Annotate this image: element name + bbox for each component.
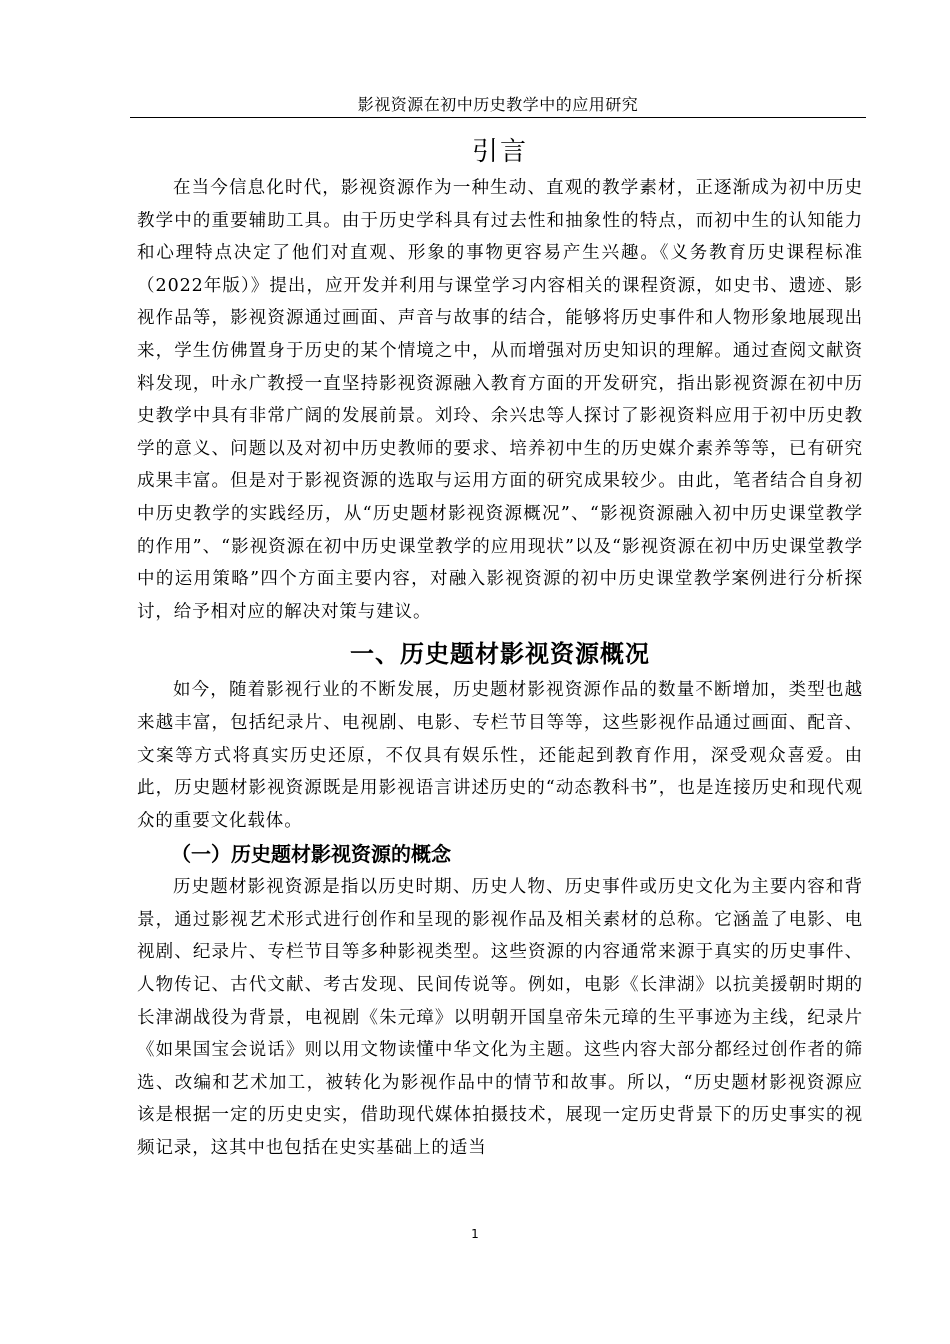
page-body: [137, 132, 863, 1165]
intro-title: 引言: [471, 137, 528, 167]
intro-paragraph: 在当今信息化时代，影视资源作为一种生动、直观的教学素材，正逐渐成为初中历史教学中的重要辅助工具。由于历史学科具有过去性和抽象性的特点，而初中生的认知能力和心理特点决定了他们对直观、形象的事物更容易产生兴趣。《义务教育历史课程标准（2022年版）》提出，应开发并利用与课堂学习内容相关的课程资源，如史书、遗迹、影视作品等，影视资源通过画面、声音与故事的结合，能够将历史事件和人物形象地展现出来，学生仿佛置身于历史的某个情境之中，从而增强对历史知识的理解。通过查阅文献资料发现，叶永广教授一直坚持影视资源融入教育方面的开发研究，指出影视资源在初中历史教学中具有非常广阔的发展前景。刘玲、余兴忠等人探讨了影视资料应用于初中历史教学的意义、问题以及对初中历史教师的要求、培养初中生的历史媒介素养等等，已有研究成果丰富。但是对于影视资源的选取与运用方面的研究成果较少。由此，笔者结合自身初中历史教学的实践经历，从“历史题材影视资源概况”、“影视资源融入初中历史课堂教学的作用”、“影视资源在初中历史课堂教学的应用现状”以及“影视资源在初中历史课堂教学中的运用策略”四个方面主要内容，对融入影视资源的初中历史课堂教学案例进行分析探讨，给予相对应的解决对策与建议。: [137, 178, 863, 622]
section-1-heading: 一、历史题材影视资源概况: [350, 640, 650, 669]
subsection-1-paragraph: 历史题材影视资源是指以历史时期、历史人物、历史事件或历史文化为主要内容和背景，通过影视艺术形式进行创作和呈现的影视作品及相关素材的总称。它涵盖了电影、电视剧、纪录片、专栏节目等多种影视类型。这些资源的内容通常来源于真实的历史事件、人物传记、古代文献、考古发现、民间传说等。例如，电影《长津湖》以抗美援朝时期的长津湖战役为背景，电视剧《朱元璋》以明朝开国皇帝朱元璋的生平事迹为主线，纪录片《如果国宝会说话》则以用文物读懂中华文化为主题。这些内容大部分都经过创作者的筛选、改编和艺术加工，被转化为影视作品中的情节和故事。所以，“历史题材影视资源应该是根据一定的历史史实，借助现代媒体拍摄技术，展现一定历史背景下的历史事实的视频记录，这其中也包括在史实基础上的适当: [137, 877, 863, 1159]
running-header: 影视资源在初中历史教学中的应用研究: [357, 95, 639, 114]
section-1-paragraph: 如今，随着影视行业的不断发展，历史题材影视资源作品的数量不断增加，类型也越来越丰富，包括纪录片、电视剧、电影、专栏节目等等，这些影视作品通过画面、配音、文案等方式将真实历史还原，不仅具有娱乐性，还能起到教育作用，深受观众喜爱。由此，历史题材影视资源既是用影视语言讲述历史的“动态教科书”，也是连接历史和现代观众的重要文化载体。: [137, 680, 863, 831]
page-number: 1: [471, 1227, 479, 1241]
subsection-1-heading: （一）历史题材影视资源的概念: [171, 842, 451, 867]
header-divider: [130, 117, 866, 118]
